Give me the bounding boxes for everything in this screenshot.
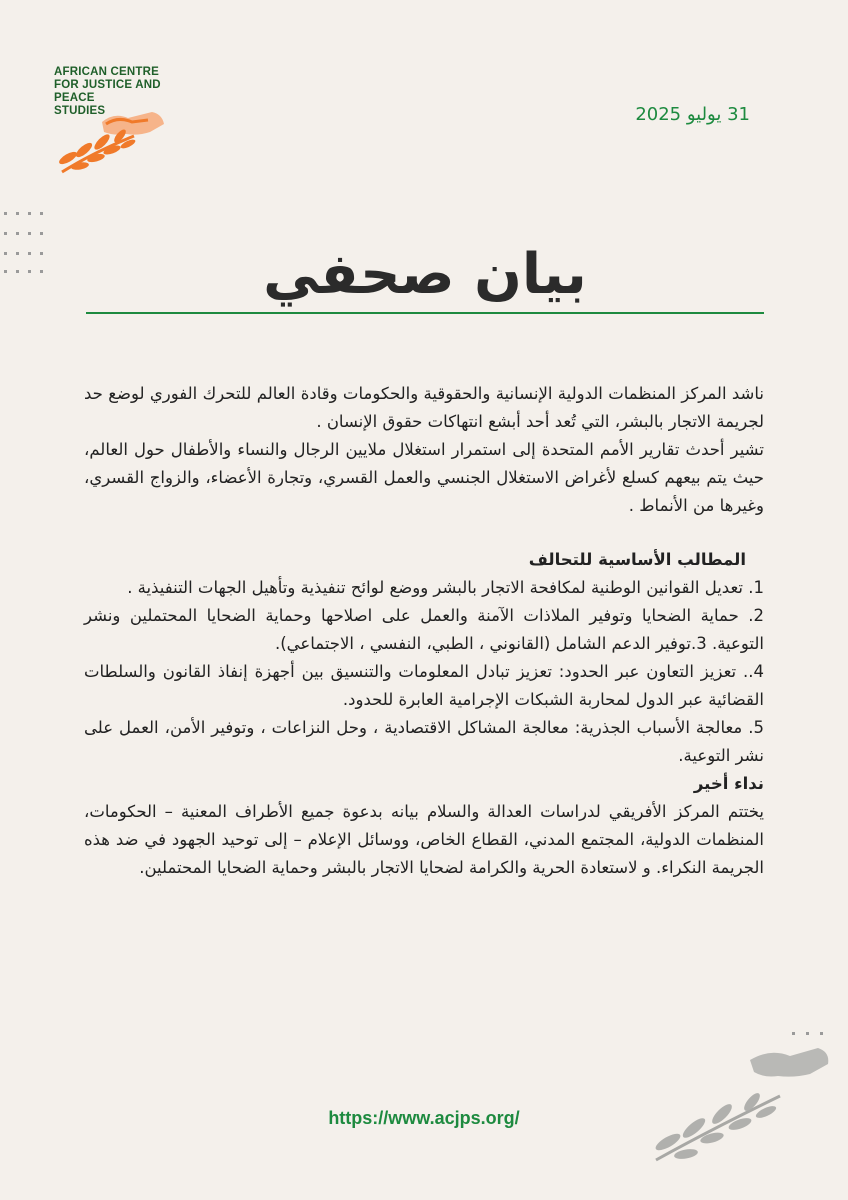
page-title: بيان صحفي (263, 242, 587, 307)
logo-line: AFRICAN CENTRE (54, 66, 160, 78)
statement-date: 31 يوليو 2025 (635, 104, 750, 125)
decorative-dots (0, 212, 50, 276)
logo-line: STUDIES (54, 105, 106, 117)
decorative-handshake-branch-icon (650, 1030, 840, 1170)
website-link[interactable]: https://www.acjps.org/ (328, 1108, 520, 1128)
logo-line: PEACE (54, 92, 95, 104)
final-call-heading: نداء أخير (693, 774, 764, 793)
statement-body (84, 380, 764, 882)
title-divider (86, 312, 764, 314)
demand-item: 2. حماية الضحايا وتوفير الملاذات الآمنة والعمل على اصلاحها وحماية الضحايا المحتملين ونشر التوعية. 3.توفير الدعم الشامل (القانوني ، الطبي، النفسي ، الاجتماعي). (84, 606, 764, 653)
intro-paragraph: تشير أحدث تقارير الأمم المتحدة إلى استمرار استغلال ملايين الرجال والنساء والأطفال حول العالم، حيث يتم بيعهم كسلع لأغراض الاستغلال الجنسي والعمل القسري، وتجارة الأعضاء، والزواج القسري، وغيرها من الأنماط . (84, 440, 764, 515)
logo-line: FOR JUSTICE AND (54, 79, 161, 91)
handshake-olive-branch-icon (54, 92, 174, 176)
intro-paragraph: ناشد المركز المنظمات الدولية الإنسانية والحقوقية والحكومات وقادة العالم للتحرك الفوري لوضع حد لجريمة الاتجار بالبشر، التي تُعد أحد أبشع انتهاكات حقوق الإنسان . (84, 384, 764, 431)
demand-item: 5. معالجة الأسباب الجذرية: معالجة المشاكل الاقتصادية ، وحل النزاعات ، وتوفير الأمن، العمل على نشر التوعية. (84, 718, 764, 765)
final-call-paragraph: يختتم المركز الأفريقي لدراسات العدالة والسلام بيانه بدعوة جميع الأطراف المعنية – الحكومات، المنظمات الدولية، المجتمع المدني، القطاع الخاص، ووسائل الإعلام – إلى توحيد الجهود في ضد هذه الجريمة النكراء. و لاستعادة الحرية والكرامة لضحايا الاتجار بالبشر وحماية الضحايا المحتملين. (84, 802, 764, 877)
organization-logo (54, 66, 174, 176)
demands-heading: المطالب الأساسية للتحالف (528, 550, 746, 569)
demand-item: 4.. تعزيز التعاون عبر الحدود: تعزيز تبادل المعلومات والتنسيق بين أجهزة إنفاذ القانون والسلطات القضائية عبر الدول لمحاربة الشبكات الإجرامية العابرة للحدود. (84, 662, 764, 709)
demand-item: 1. تعديل القوانين الوطنية لمكافحة الاتجار بالبشر ووضع لوائح تنفيذية وتأهيل الجهات التنفيذية . (127, 578, 764, 597)
